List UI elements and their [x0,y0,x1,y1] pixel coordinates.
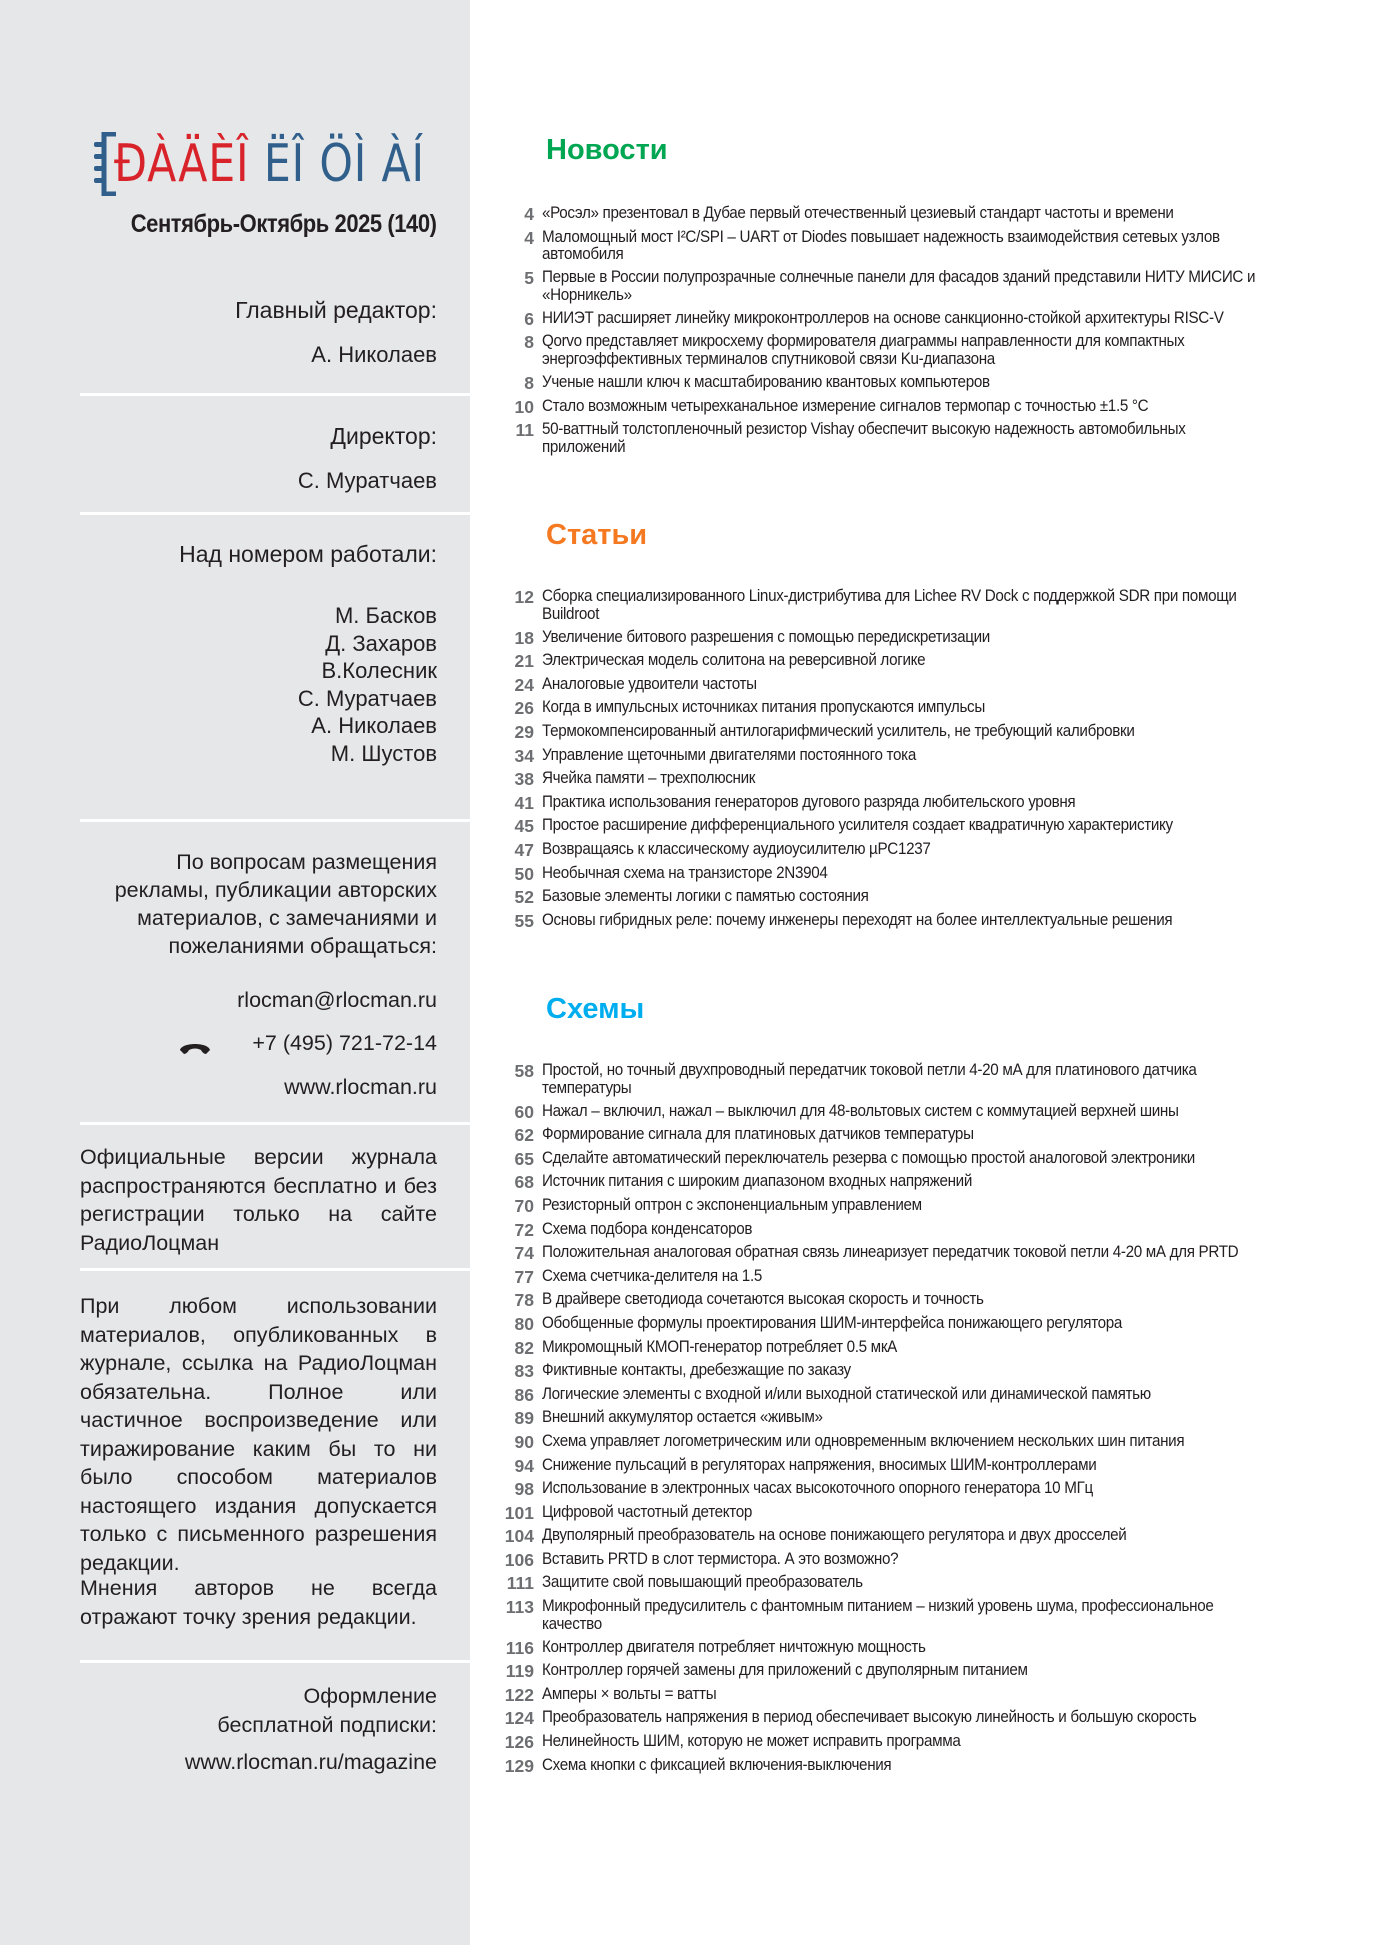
toc-entry[interactable] [490,865,1350,883]
toc-entry-title[interactable]: Стало возможным четырехканальное измерение сигналов термопар с точностью ±1.5 °C [542,396,1149,415]
toc-entry-title[interactable]: Основы гибридных реле: почему инженеры переходят на более интеллектуальные решения [542,910,1173,929]
toc-entry-title[interactable]: Управление щеточными двигателями постоянного тока [542,745,916,764]
toc-page-number: 8 [524,372,534,393]
toc-entry-title[interactable]: Защитите свой повышающий преобразователь [542,1573,863,1592]
toc-page-number: 29 [514,721,534,742]
toc-page-number: 8 [524,332,534,353]
issue-date: Сентябрь-Октябрь 2025 (140) [131,210,437,238]
editor-name: А. Николаев [311,342,437,367]
magazine-logo [92,128,452,198]
toc-entry-title[interactable]: Источник питания с широким диапазоном входных напряжений [542,1172,973,1191]
toc-page-number: 62 [514,1125,534,1146]
director-name: С. Муратчаев [297,468,437,493]
toc-page-number: 21 [514,651,534,672]
toc-page-number: 74 [514,1243,534,1264]
toc-entry-title[interactable]: Аналоговые удвоители частоты [542,674,757,693]
toc-page-number: 122 [504,1684,534,1705]
team-member: Д. Захаров [325,630,437,656]
toc-entry[interactable] [490,310,1350,328]
toc-page-number: 104 [504,1526,534,1547]
toc-entry-title[interactable]: Положительная аналоговая обратная связь линеаризует передатчик токовой петли 4-20 мА для PRTD [542,1243,1239,1262]
toc-entry[interactable] [490,841,1350,859]
toc-entry-title[interactable]: Схема кнопки с фиксацией включения-выключения [542,1755,892,1774]
toc-entry[interactable] [490,699,1350,717]
toc-page-number: 65 [514,1148,534,1169]
toc-entry[interactable] [490,398,1350,416]
divider [80,1268,470,1271]
toc-entry[interactable] [490,723,1350,741]
official-versions-note: Официальные версии журнала распространяются бесплатно и без регистрации только на сайте РадиоЛоцман [80,1145,437,1255]
opinion-note: Мнения авторов не всегда отражают точку зрения редакции. [80,1576,437,1629]
toc-entry-title[interactable]: Логические элементы с входной и/или выходной статической или динамической памятью [542,1384,1151,1403]
contact-website[interactable]: www.rlocman.ru [284,1075,437,1099]
toc-entry[interactable] [490,1598,1350,1633]
toc-entry-title[interactable]: Необычная схема на транзисторе 2N3904 [542,863,828,882]
toc-page-number: 78 [514,1290,534,1311]
toc-entry[interactable] [490,1062,1350,1097]
editor-label: Главный редактор: [235,297,437,323]
toc-entry-title[interactable]: Термокомпенсированный антилогарифмический усилитель, не требующий калибровки [542,721,1135,740]
toc-entry-title[interactable]: Простой, но точный двухпроводный передатчик токовой петли 4-20 мА для платинового датчика температуры [542,1061,1197,1097]
subscription-url[interactable]: www.rlocman.ru/magazine [184,1750,437,1774]
toc-entry-title[interactable]: Первые в России полупрозрачные солнечные панели для фасадов зданий представили НИТУ МИСИС и «Норникель» [542,268,1256,304]
toc-entry[interactable] [490,1409,1350,1427]
toc-page-number: 47 [514,839,534,860]
toc-entry[interactable] [490,1103,1350,1121]
toc-entry-title[interactable]: Контроллер двигателя потребляет ничтожную мощность [542,1637,926,1656]
toc-page-number: 50 [514,863,534,884]
toc-entry[interactable] [490,1574,1350,1592]
divider [80,819,470,822]
toc-entry[interactable] [490,1150,1350,1168]
phone-handset-icon [178,1040,212,1056]
toc-entry-title[interactable]: Преобразователь напряжения в период обеспечивает высокую линейность и большую скорость [542,1708,1197,1727]
toc-page-number: 129 [504,1755,534,1776]
divider [80,1660,470,1663]
toc-entry[interactable] [490,1639,1350,1657]
toc-page-number: 94 [514,1455,534,1476]
toc-entry[interactable] [490,1686,1350,1704]
toc-page-number: 24 [514,674,534,695]
divider [80,393,470,396]
toc-entry-title[interactable]: Двуполярный преобразователь на основе понижающего регулятора и двух дросселей [542,1526,1127,1545]
toc-page-number: 68 [514,1172,534,1193]
divider [80,512,470,515]
toc-page-number: 111 [506,1573,534,1594]
toc-page-number: 26 [514,698,534,719]
toc-page-number: 4 [524,227,534,248]
toc-entry-title[interactable]: Цифровой частотный детектор [542,1502,753,1521]
subscription-line2: бесплатной подписки: [217,1713,437,1737]
toc-entry[interactable] [490,374,1350,392]
toc-entry-title[interactable]: Практика использования генераторов дугового разряда любительского уровня [542,792,1076,811]
toc-entry[interactable] [490,1504,1350,1522]
toc-page-number: 113 [505,1597,534,1618]
toc-entry[interactable] [490,1291,1350,1309]
toc-page-number: 126 [504,1732,534,1753]
toc-entry-title[interactable]: Сделайте автоматический переключатель резерва с помощью простой аналоговой электроники [542,1148,1195,1167]
toc-entry-title[interactable]: 50-ваттный толстопленочный резистор Vishay обеспечит высокую надежность автомобильных приложений [542,420,1186,456]
section-title-schematics: Схемы [546,993,645,1025]
logo-wordmark [114,134,425,194]
toc-entry[interactable] [490,1757,1350,1775]
toc-page-number: 90 [514,1431,534,1452]
toc-entry[interactable] [490,676,1350,694]
team-list [298,602,437,767]
toc-page-number: 6 [524,308,534,329]
toc-entry[interactable] [490,1709,1350,1727]
toc-entry-title[interactable]: Снижение пульсаций в регуляторах напряжения, вносимых ШИМ-контроллерами [542,1455,1097,1474]
toc-list-articles [490,588,1350,935]
toc-entry-title[interactable]: Схема управляет логометрическим или одновременным включением нескольких шин питания [542,1431,1185,1450]
toc-entry[interactable] [490,205,1350,223]
toc-entry-title[interactable]: Увеличение битового разрешения с помощью передискретизации [542,627,990,646]
toc-entry[interactable] [490,1221,1350,1239]
masthead-sidebar [0,0,470,1945]
toc-entry-title[interactable]: Простое расширение дифференциального усилителя создает квадратичную характеристику [542,816,1173,835]
toc-entry-title[interactable]: Формирование сигнала для платиновых датчиков температуры [542,1125,974,1144]
toc-page-number: 41 [514,792,534,813]
toc-entry[interactable] [490,1457,1350,1475]
toc-page-number: 38 [514,769,534,790]
toc-page-number: 89 [514,1408,534,1429]
toc-entry[interactable] [490,1733,1350,1751]
toc-page-number: 34 [514,745,534,766]
team-member: С. Муратчаев [297,685,437,711]
toc-entry[interactable] [490,333,1350,368]
toc-entry-title[interactable]: Электрическая модель солитона на реверсивной логике [542,651,926,670]
toc-entry[interactable] [490,1244,1350,1262]
toc-entry-title[interactable]: Когда в импульсных источниках питания пропускаются импульсы [542,698,985,717]
team-member: В.Колесник [321,658,437,683]
toc-page-number: 86 [514,1384,534,1405]
divider [80,1122,470,1125]
toc-page-number: 45 [514,816,534,837]
toc-entry[interactable] [490,1315,1350,1333]
toc-entry[interactable] [490,770,1350,788]
toc-entry[interactable] [490,1662,1350,1680]
section-title-articles: Статьи [546,519,648,551]
toc-entry[interactable] [490,888,1350,906]
copyright-note: При любом использовании материалов, опубликованных в журнале, ссылка на РадиоЛоцман обязательна. Полное или частичное воспроизведение или тиражирование каким бы то ни было способом материалов настоящего издания допускается только с письменного разрешения редакции. [80,1294,437,1575]
toc-entry[interactable] [490,1268,1350,1286]
toc-page-number: 58 [514,1061,534,1081]
toc-page-number: 72 [514,1219,534,1240]
toc-entry[interactable] [490,912,1350,930]
logo-text-blue: ËÎ ÖÌ ÀÍ [263,134,425,194]
toc-entry-title[interactable]: Микромощный КМОП-генератор потребляет 0.5 мкА [542,1337,897,1356]
toc-page-number: 116 [505,1637,534,1658]
toc-entry[interactable] [490,1551,1350,1569]
toc-entry-title[interactable]: Маломощный мост I²C/SPI – UART от Diodes повышает надежность взаимодействия сетевых узлов автомобиля [542,227,1220,264]
toc-page-number: 11 [515,420,534,441]
toc-entry-title[interactable]: Фиктивные контакты, дребезжащие по заказу [542,1361,851,1380]
toc-entry-title[interactable]: В драйвере светодиода сочетаются высокая скорость и точность [542,1290,984,1309]
toc-page-number: 106 [504,1549,534,1570]
toc-page-number: 5 [524,268,534,289]
toc-list-news [490,205,1350,462]
team-member: М. Шустов [330,740,437,766]
toc-entry[interactable] [490,229,1350,264]
toc-entry-title[interactable]: Схема счетчика-делителя на 1.5 [542,1266,762,1285]
toc-entry[interactable] [490,1126,1350,1144]
logo-text-red: ÐÀÄÈÎ [114,134,250,194]
team-member: М. Басков [334,603,437,628]
toc-entry-title[interactable]: Контроллер горячей замены для приложений с двуполярным питанием [542,1661,1028,1680]
toc-entry[interactable] [490,794,1350,812]
toc-entry[interactable] [490,1362,1350,1380]
toc-entry-title[interactable]: Резисторный оптрон с экспоненциальным управлением [542,1195,922,1214]
toc-entry[interactable] [490,1480,1350,1498]
toc-entry-title[interactable]: Вставить PRTD в слот термистора. А это возможно? [542,1549,899,1568]
toc-entry[interactable] [490,629,1350,647]
subscription-line1: Оформление [303,1684,437,1708]
toc-entry-title[interactable]: Микрофонный предусилитель с фантомным питанием – низкий уровень шума, профессиональное качество [542,1597,1214,1633]
toc-entry-title[interactable]: Базовые элементы логики с памятью состояния [542,887,869,906]
toc-page-number: 18 [514,627,534,648]
toc-page-number: 12 [514,587,534,607]
toc-page-number: 98 [514,1479,534,1500]
toc-entry[interactable] [490,1173,1350,1191]
toc-entry[interactable] [490,421,1350,456]
toc-entry-title[interactable]: Амперы × вольты = ватты [542,1684,717,1703]
toc-page-number: 101 [504,1502,534,1523]
team-label: Над номером работали: [179,541,437,567]
toc-page-number: 82 [514,1337,534,1358]
toc-entry[interactable] [490,817,1350,835]
toc-entry-title[interactable]: Схема подбора конденсаторов [542,1219,753,1238]
director-label: Директор: [330,423,437,449]
toc-entry-title[interactable]: Ячейка памяти – трехполюсник [542,769,756,788]
toc-page-number: 52 [514,887,534,908]
toc-entry-title[interactable]: Внешний аккумулятор остается «живым» [542,1408,823,1427]
contact-email[interactable]: rlocman@rlocman.ru [237,988,437,1012]
toc-entry[interactable] [490,269,1350,304]
toc-entry[interactable] [490,1339,1350,1357]
toc-page-number: 77 [514,1266,534,1287]
toc-entry[interactable] [490,1433,1350,1451]
toc-page-number: 119 [505,1661,534,1682]
toc-entry-title[interactable]: «Росэл» презентовал в Дубае первый отечественный цезиевый стандарт частоты и времени [542,204,1174,222]
toc-entry-title[interactable]: Возвращаясь к классическому аудиоусилителю µPC1237 [542,839,931,858]
team-member: А. Николаев [311,713,437,738]
toc-entry-title[interactable]: НИИЭТ расширяет линейку микроконтроллеров на основе санкционно-стойкой архитектуры RISC-V [542,308,1224,327]
toc-page-number: 60 [514,1101,534,1122]
toc-page-number: 83 [514,1361,534,1382]
toc-entry[interactable] [490,1197,1350,1215]
toc-list-schematics [490,1062,1350,1780]
toc-page-number: 70 [514,1195,534,1216]
section-title-news: Новости [546,134,668,166]
toc-entry[interactable] [490,652,1350,670]
toc-entry[interactable] [490,588,1350,623]
contact-phone[interactable]: +7 (495) 721-72-14 [252,1031,437,1055]
toc-entry-title[interactable]: Использование в электронных часах высокоточного опорного генератора 10 МГц [542,1479,1093,1498]
toc-entry-title[interactable]: Нажал – включил, нажал – выключил для 48-вольтовых систем с коммутацией верхней шины [542,1101,1179,1120]
toc-entry-title[interactable]: Нелинейность ШИМ, которую не может исправить программа [542,1732,961,1751]
toc-entry[interactable] [490,747,1350,765]
toc-entry-title[interactable]: Сборка специализированного Linux-дистрибутива для Lichee RV Dock с поддержкой SDR при помощи Buildroot [542,587,1237,623]
toc-entry-title[interactable]: Обобщенные формулы проектирования ШИМ-интерфейса понижающего регулятора [542,1313,1123,1332]
toc-page-number: 80 [514,1313,534,1334]
toc-page-number: 124 [504,1708,534,1729]
contacts-text: По вопросам размещения рекламы, публикации авторских материалов, с замечаниями и пожеланиями обращаться: [114,850,437,958]
toc-entry-title[interactable]: Ученые нашли ключ к масштабированию квантовых компьютеров [542,372,990,391]
toc-entry[interactable] [490,1386,1350,1404]
toc-page-number: 10 [514,396,534,417]
toc-page-number: 55 [514,910,534,931]
toc-page-number: 4 [524,204,534,224]
toc-entry-title[interactable]: Qorvo представляет микросхему формирователя диаграммы направленности для компактных энергоэффективных терминалов спутниковой связи Ku-диапазона [542,332,1185,368]
toc-entry[interactable] [490,1527,1350,1545]
